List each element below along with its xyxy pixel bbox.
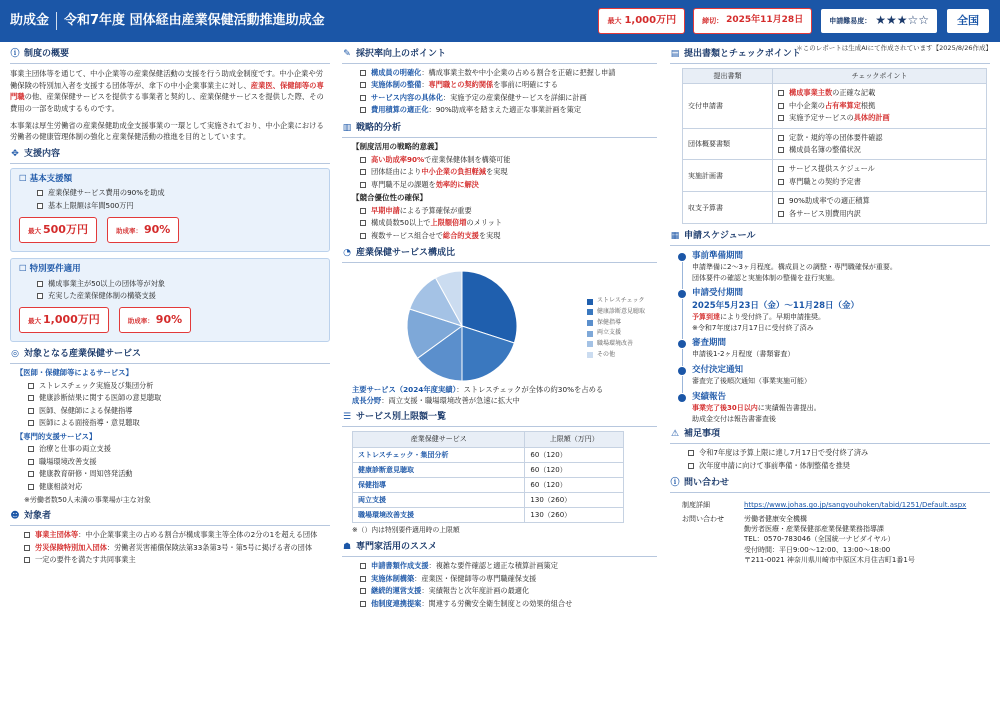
list-item: 団体経由により中小企業の負担軽減を実現 [342,167,657,177]
table-row: 団体概要書類 定款・規約等の団体要件確認 構成員名簿の整備状況 [683,128,987,160]
basic-rate-pill: 助成率： 90% [107,217,179,243]
limits-heading: ☰ サービス別上限額一覧 [342,411,657,427]
list-item: 他制度連携提案：関連する労働安全衛生制度との効果的組合せ [342,599,657,609]
contact-table: 制度詳細 https://www.johas.go.jp/sangyouhoken/tabid/1251/Default.aspx お問い合わせ 労働者健康安全機構 勤労者医療・産業保健部産業保健業務指導課 TEL：0570-783046（全国統一ナビダイヤル） 受付時間：平日9:00〜12:00、13:00〜18:00 〒211-0021 神奈川県川崎市中原区木月住吉町1番1号 [682,501,967,564]
services-note: ※労働者数50人未満の事業場が主な対象 [24,496,151,505]
calendar-icon: ▦ [670,231,680,242]
services-group-2: 【専門的支援サービス】 [16,431,97,441]
legend-item: その他 [587,351,645,360]
pie-icon: ◔ [343,248,351,259]
warning-icon: ⚠ [670,429,680,440]
target-icon: ◎ [11,349,19,360]
list-item: 令和7年度は予算上限に達し7月17日で受付終了済み [670,448,990,458]
list-item: 継続的運営支援：実績報告と次年度計画の最適化 [342,586,657,596]
list-item: 構成員数50以上で上限額倍増のメリット [342,218,657,228]
list-item: 医師による面接指導・意見聴取 [10,418,330,428]
page-title: 令和7年度 団体経由産業保健活動推進助成金 [64,12,325,28]
basic-support-box: ☐ 基本支援額 産業保健サービス費用の90%を助成 基本上限額は年間500万円 最大 500万円 助成率： 90% [10,168,330,252]
list-item: 医師、保健師による保健指導 [10,406,330,416]
schedule-heading: ▦ 申請スケジュール [670,230,990,246]
schedule-step: 実績報告 事業完了後30日以内に実績報告書提出。 助成金交付は報告書審査後 [674,391,990,424]
adoption-heading: ✎ 採択率向上のポイント [342,48,657,64]
list-item: 実施体制構築：産業医・保健師等の専門職確保支援 [342,574,657,584]
services-heading: ◎ 対象となる産業保健サービス [10,348,330,364]
overview-p2: 本事業は厚生労働省の産業保健助成金支援事業の一環として実施されており、中小企業における労働者の健康管理体制の強化と産業保健活動の推進を目的としています。 [10,120,324,142]
limits-table: 産業保健サービス 上限額（万円） ストレスチェック・集団分析 60（120） 健康診断意見聴取 60（120） 保健指導 60（120） 両立支援 130（260） 職場環境改善支援 130（260） [352,431,624,523]
legend-item: 職場環境改善 [587,340,645,349]
difficulty-badge: 申請難易度： ★★★☆☆ [820,8,938,34]
list-item: 申請書類作成支援：複雑な要件確認と適正な積算計画策定 [342,561,657,571]
list-item: 充実した産業保健体制の構築支援 [19,291,321,301]
area-badge: 全国 [946,8,990,34]
list-item: 健康教育研修・周知啓発活動 [10,469,330,479]
users-icon: ☻ [10,511,20,522]
info-circle-icon: ⓘ [670,477,680,488]
info-icon: ⓘ [10,49,20,59]
schedule-step: 交付決定通知 審査完了後順次通知（事業実施可能） [674,364,990,387]
pie-chart-area [342,267,657,385]
services-group-1: 【医師・保健師等によるサービス】 [16,368,133,378]
table-row: 職場環境改善支援 130（260） [353,508,624,523]
expert-icon: ☗ [342,542,352,553]
pie-heading: ◔ 産業保健サービス構成比 [342,247,657,263]
pie-chart [387,267,537,385]
support-heading: ✥ 支援内容 [10,148,330,164]
table-row: 両立支援 130（260） [353,493,624,508]
max-amount-badge: 最大 1,000万円 [598,8,685,34]
basic-max-pill: 最大 500万円 [19,217,97,243]
table-row: 実施計画書 サービス提供スケジュール 専門職との契約予定書 [683,160,987,192]
list-item: 実施体制の整備：専門職との契約関係を事前に明確にする [342,80,657,90]
schedule-step: 申請受付期間 2025年5月23日（金）〜11月28日（金） 予算到達により受付終了。早期申請推奨。 ※令和7年度は7月17日に受付終了済み [674,287,990,333]
table-row: 健康診断意見聴取 60（120） [353,462,624,477]
deadline-badge: 締切： 2025年11月28日 [693,8,812,34]
list-item: 事業主団体等：中小企業事業主の占める割合が構成事業主等全体の2分の1を超える団体 [10,530,330,540]
table-row: 保健指導 60（120） [353,477,624,492]
pencil-icon: ✎ [343,49,351,59]
schedule-step: 事前準備期間 申請準備に2〜3ヶ月程度。構成員との調整・専門職確保が重要。 団体要件の確認と実施体制の整備を並行実施。 [674,250,990,283]
strategy-sub-1: 【制度活用の戦略的意義】 [352,141,442,151]
header-label: 助成金 [10,12,50,28]
schedule-step: 審査期間 申請後1-2ヶ月程度（書類審査） [674,337,990,360]
table-row: 交付申請書 構成事業主数の正確な記載 中小企業の占有率算定根拠 実施予定サービスの具体的計画 [683,84,987,128]
legend-item: ストレスチェック [587,297,645,306]
contact-heading: ⓘ 問い合わせ [670,477,990,493]
special-support-box: ☐ 特別要件適用 構成事業主が50以上の団体等が対象 充実した産業保健体制の構築支援 最大 1,000万円 助成率： 90% [10,258,330,342]
list-item: 早期申請による予算確保が重要 [342,206,657,216]
chart-icon: ▥ [342,122,352,133]
ai-note: ＊このレポートは生成AIにて作成されています【2025/8/26作成】 [796,44,992,52]
supplement-heading: ⚠ 補足事項 [670,428,990,444]
list-item: 次年度申請に向けて事前準備・体制整備を推奨 [670,461,990,471]
list-item: 専門職不足の課題を効率的に解決 [342,180,657,190]
strategy-heading: ▥ 戦略的分析 [342,122,657,138]
docs-table: 提出書類 チェックポイント 交付申請書 構成事業主数の正確な記載 中小企業の占有率算定根拠 実施予定サービスの具体的計画 団体概要書類 定款・規約等の団体要件確認 構成員名簿の整備状況 実施計画書 サービス提供スケジュール 専門職との契約予定書 収支予算書 90%助成率での適正積算 各サービス別費用内訳 [682,68,987,224]
table-row: ストレスチェック・集団分析 60（120） [353,447,624,462]
header-divider [56,12,57,30]
special-max-pill: 最大 1,000万円 [19,307,109,333]
header-bar [0,0,1000,42]
legend-item: 健康診断意見聴取 [587,308,645,317]
detail-link[interactable]: https://www.johas.go.jp/sangyouhoken/tabid/1251/Default.aspx [744,501,967,510]
overview-p1: 事業主団体等を通じて、中小企業等の産業保健活動の支援を行う助成金制度です。中小企業や労働保険の特別加入者を支援する団体等が、傘下の中小企業事業主に対し、産業医、保健師等の専門職の他、産業保健サービスを提供する事業者と契約し、産業保健サービスを提供した際、その費用の一部を助成するものです。 [10,69,324,114]
pie-summary-2: 成長分野：両立支援・職場環境改善が急速に拡大中 [352,395,520,405]
strategy-sub-2: 【競合優位性の確保】 [352,193,427,203]
list-item: 健康診断結果に関する医師の意見聴取 [10,393,330,403]
list-item: 構成員の明確化：構成事業主数や中小企業の占める割合を正確に把握し申請 [342,68,657,78]
list-item: ストレスチェック実施及び集団分析 [10,381,330,391]
table-row: 収支予算書 90%助成率での適正積算 各サービス別費用内訳 [683,192,987,224]
limits-note: ※（）内は特別要件適用時の上限額 [352,526,460,535]
legend-item: 保健指導 [587,319,645,328]
rating-stars-icon: ★★★☆☆ [875,13,929,28]
list-item: 職場環境改善支援 [10,457,330,467]
list-icon: ☰ [342,412,352,423]
list-item: 費用積算の適正化：90%助成率を踏まえた適正な事業計画を策定 [342,105,657,115]
list-item: 労災保険特別加入団体：労働者災害補償保険法第33条第3号・第5号に掲げる者の団体 [10,543,330,553]
handshake-icon: ✥ [11,149,19,160]
list-item: 高い助成率90%で産業保健体制を構築可能 [342,155,657,165]
list-item: 複数サービス組合せで総合的支援を実現 [342,231,657,241]
list-item: 一定の要件を満たす共同事業主 [10,555,330,565]
legend-item: 両立支援 [587,329,645,338]
schedule-timeline [674,250,990,424]
pie-legend [587,295,645,361]
pie-summary-1: 主要サービス（2024年度実績）：ストレスチェックが全体の約30%を占める [352,385,604,395]
docs-heading: ▤ 提出書類とチェックポイント [670,48,990,64]
document-icon: ▤ [670,49,680,59]
list-item: 治療と仕事の両立支援 [10,444,330,454]
list-item: 基本上限額は年間500万円 [19,201,321,211]
target-heading: ☻ 対象者 [10,510,330,526]
list-item: 健康相談対応 [10,482,330,492]
list-item: 構成事業主が50以上の団体等が対象 [19,279,321,289]
experts-heading: ☗ 専門家活用のススメ [342,541,657,557]
list-item: サービス内容の具体化：実施予定の産業保健サービスを詳細に計画 [342,93,657,103]
special-rate-pill: 助成率： 90% [119,307,191,333]
list-item: 産業保健サービス費用の90%を助成 [19,188,321,198]
overview-heading: ⓘ 制度の概要 [10,48,330,64]
